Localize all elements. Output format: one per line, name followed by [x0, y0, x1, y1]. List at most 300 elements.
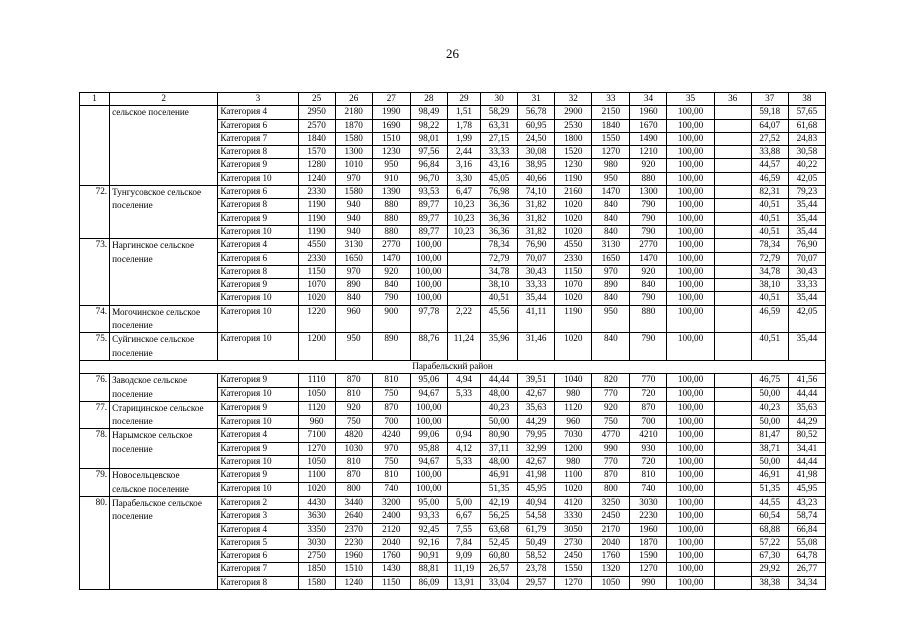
value-cell: 40,94: [518, 496, 555, 509]
value-cell: 1550: [592, 132, 630, 145]
header-cell: 26: [335, 93, 372, 106]
value-cell: 1,78: [447, 119, 480, 132]
value-cell: [714, 106, 751, 119]
value-cell: 870: [592, 469, 630, 483]
header-cell: 31: [518, 93, 555, 106]
value-cell: 1050: [298, 388, 335, 402]
value-cell: 50,00: [751, 415, 788, 429]
value-cell: 4550: [298, 239, 335, 252]
value-cell: 1200: [555, 442, 592, 455]
value-cell: 31,46: [518, 333, 555, 361]
value-cell: 940: [335, 225, 372, 238]
value-cell: [714, 172, 751, 185]
value-cell: 2180: [335, 106, 372, 119]
value-cell: 2150: [592, 106, 630, 119]
value-cell: 1020: [555, 333, 592, 361]
value-cell: [714, 442, 751, 455]
value-cell: 960: [298, 415, 335, 429]
value-cell: 1300: [335, 146, 372, 159]
value-cell: 1840: [592, 119, 630, 132]
value-cell: 890: [335, 279, 372, 292]
header-cell: 36: [714, 93, 751, 106]
value-cell: 33,33: [518, 279, 555, 292]
value-cell: 67,30: [751, 550, 788, 563]
value-cell: 920: [630, 265, 667, 278]
value-cell: 2,22: [447, 305, 480, 333]
value-cell: 700: [372, 415, 410, 429]
value-cell: 880: [630, 172, 667, 185]
value-cell: 100,00: [410, 265, 447, 278]
settlement-name: Тунгусовское сельское поселение: [110, 186, 218, 239]
value-cell: 31,82: [518, 212, 555, 225]
category-cell: Категория 9: [218, 212, 298, 225]
value-cell: 4770: [592, 429, 630, 442]
value-cell: [447, 401, 480, 415]
settlement-number: 73.: [80, 239, 110, 305]
value-cell: 1870: [335, 119, 372, 132]
value-cell: [714, 252, 751, 265]
value-cell: 100,00: [410, 292, 447, 305]
value-cell: 40,23: [481, 401, 518, 415]
value-cell: 100,00: [667, 146, 714, 159]
value-cell: 3630: [298, 510, 335, 523]
value-cell: 2950: [298, 106, 335, 119]
value-cell: [714, 576, 751, 589]
value-cell: [447, 252, 480, 265]
value-cell: 840: [592, 199, 630, 212]
value-cell: 1270: [592, 146, 630, 159]
value-cell: 3330: [555, 510, 592, 523]
value-cell: 1030: [335, 442, 372, 455]
value-cell: 2450: [555, 550, 592, 563]
value-cell: 4240: [372, 429, 410, 442]
section-title: Парабельский район: [80, 360, 826, 373]
value-cell: 35,44: [788, 292, 825, 305]
value-cell: 810: [335, 456, 372, 469]
value-cell: 50,49: [518, 536, 555, 549]
value-cell: 3050: [555, 523, 592, 536]
value-cell: 1230: [372, 146, 410, 159]
value-cell: [714, 415, 751, 429]
value-cell: 44,44: [481, 374, 518, 388]
value-cell: 1020: [555, 199, 592, 212]
value-cell: 100,00: [410, 239, 447, 252]
value-cell: 100,00: [667, 132, 714, 145]
value-cell: 720: [630, 456, 667, 469]
value-cell: 940: [335, 199, 372, 212]
value-cell: 94,67: [410, 388, 447, 402]
value-cell: [714, 305, 751, 333]
value-cell: 95,00: [410, 496, 447, 509]
value-cell: 1100: [298, 469, 335, 483]
value-cell: 55,08: [788, 536, 825, 549]
value-cell: 34,78: [751, 265, 788, 278]
value-cell: [714, 388, 751, 402]
value-cell: 880: [372, 212, 410, 225]
header-cell: 2: [110, 93, 218, 106]
value-cell: 2730: [555, 536, 592, 549]
value-cell: 4,12: [447, 442, 480, 455]
value-cell: 2230: [630, 510, 667, 523]
value-cell: 2330: [298, 186, 335, 199]
value-cell: 1280: [298, 159, 335, 172]
value-cell: 7030: [555, 429, 592, 442]
value-cell: 100,00: [410, 483, 447, 497]
settlement-name: Наргинское сельское поселение: [110, 239, 218, 305]
value-cell: [714, 333, 751, 361]
value-cell: 100,00: [410, 415, 447, 429]
value-cell: 700: [630, 415, 667, 429]
value-cell: 92,16: [410, 536, 447, 549]
value-cell: 26,77: [788, 563, 825, 576]
value-cell: 80,52: [788, 429, 825, 442]
value-cell: 36,36: [481, 225, 518, 238]
value-cell: [714, 132, 751, 145]
value-cell: 1270: [555, 576, 592, 589]
value-cell: 1580: [335, 132, 372, 145]
value-cell: 76,98: [481, 186, 518, 199]
value-cell: 820: [592, 374, 630, 388]
value-cell: 40,51: [481, 292, 518, 305]
page-number: 26: [446, 46, 459, 61]
value-cell: 96,84: [410, 159, 447, 172]
value-cell: 930: [630, 442, 667, 455]
value-cell: 1300: [630, 186, 667, 199]
value-cell: 3440: [335, 496, 372, 509]
value-cell: 60,54: [751, 510, 788, 523]
value-cell: 2330: [298, 252, 335, 265]
value-cell: 790: [630, 333, 667, 361]
value-cell: 1570: [298, 146, 335, 159]
value-cell: 960: [335, 305, 372, 333]
value-cell: 870: [335, 469, 372, 483]
value-cell: 1840: [298, 132, 335, 145]
value-cell: 1430: [372, 563, 410, 576]
value-cell: 1650: [592, 252, 630, 265]
value-cell: 6,67: [447, 510, 480, 523]
value-cell: 810: [372, 374, 410, 388]
value-cell: 35,44: [788, 199, 825, 212]
value-cell: 46,91: [481, 469, 518, 483]
category-cell: Категория 9: [218, 374, 298, 388]
value-cell: 2330: [555, 252, 592, 265]
value-cell: 1150: [555, 265, 592, 278]
value-cell: 740: [630, 483, 667, 497]
header-cell: 28: [410, 93, 447, 106]
value-cell: 33,04: [481, 576, 518, 589]
header-cell: 30: [481, 93, 518, 106]
settlement-name: Могочинское сельское поселение: [110, 305, 218, 333]
value-cell: 36,36: [481, 199, 518, 212]
value-cell: 44,29: [518, 415, 555, 429]
value-cell: 1270: [298, 442, 335, 455]
value-cell: 100,00: [667, 469, 714, 483]
value-cell: [714, 510, 751, 523]
value-cell: 2570: [298, 119, 335, 132]
value-cell: 1020: [555, 212, 592, 225]
value-cell: 34,78: [481, 265, 518, 278]
value-cell: 56,78: [518, 106, 555, 119]
value-cell: 38,10: [751, 279, 788, 292]
category-cell: Категория 6: [218, 550, 298, 563]
header-cell: 32: [555, 93, 592, 106]
value-cell: [714, 199, 751, 212]
settlement-number: 78.: [80, 429, 110, 469]
value-cell: [714, 563, 751, 576]
value-cell: 950: [592, 305, 630, 333]
value-cell: 41,98: [788, 469, 825, 483]
value-cell: 93,53: [410, 186, 447, 199]
settlement-name: Новосельцевское сельское поселение: [110, 469, 218, 497]
value-cell: 35,96: [481, 333, 518, 361]
value-cell: 41,56: [788, 374, 825, 388]
value-cell: 100,00: [667, 119, 714, 132]
value-cell: 26,57: [481, 563, 518, 576]
value-cell: 4,94: [447, 374, 480, 388]
value-cell: 46,59: [751, 305, 788, 333]
value-cell: 940: [335, 212, 372, 225]
header-cell: 25: [298, 93, 335, 106]
value-cell: 2770: [372, 239, 410, 252]
value-cell: 93,33: [410, 510, 447, 523]
value-cell: 35,44: [518, 292, 555, 305]
category-cell: Категория 4: [218, 106, 298, 119]
value-cell: 750: [372, 388, 410, 402]
value-cell: [714, 279, 751, 292]
value-cell: 1760: [372, 550, 410, 563]
value-cell: 48,00: [481, 388, 518, 402]
value-cell: 1210: [630, 146, 667, 159]
value-cell: 1110: [298, 374, 335, 388]
value-cell: 31,82: [518, 199, 555, 212]
value-cell: 27,52: [751, 132, 788, 145]
value-cell: 4210: [630, 429, 667, 442]
value-cell: 7100: [298, 429, 335, 442]
value-cell: 1120: [298, 401, 335, 415]
value-cell: 1100: [555, 469, 592, 483]
value-cell: 5,33: [447, 388, 480, 402]
table-row: [80, 401, 826, 415]
value-cell: 38,38: [751, 576, 788, 589]
value-cell: 37,11: [481, 442, 518, 455]
value-cell: [714, 550, 751, 563]
value-cell: 35,63: [518, 401, 555, 415]
value-cell: [447, 265, 480, 278]
value-cell: 44,55: [751, 496, 788, 509]
value-cell: 44,44: [788, 388, 825, 402]
value-cell: 970: [335, 265, 372, 278]
value-cell: 990: [630, 576, 667, 589]
value-cell: 1650: [335, 252, 372, 265]
value-cell: 100,00: [667, 374, 714, 388]
value-cell: 89,77: [410, 212, 447, 225]
value-cell: 50,00: [751, 456, 788, 469]
category-cell: Категория 6: [218, 119, 298, 132]
value-cell: 980: [555, 388, 592, 402]
value-cell: 45,95: [518, 483, 555, 497]
value-cell: 52,45: [481, 536, 518, 549]
value-cell: [714, 146, 751, 159]
value-cell: 1270: [630, 563, 667, 576]
value-cell: [714, 119, 751, 132]
value-cell: 0,94: [447, 429, 480, 442]
value-cell: 3350: [298, 523, 335, 536]
settlement-name: сельское поселение: [110, 106, 218, 186]
table-row: [80, 496, 826, 509]
header-cell: 35: [667, 93, 714, 106]
category-cell: Категория 9: [218, 401, 298, 415]
header-cell: 33: [592, 93, 630, 106]
value-cell: 38,95: [518, 159, 555, 172]
value-cell: 770: [630, 374, 667, 388]
value-cell: 900: [372, 305, 410, 333]
value-cell: 1190: [555, 305, 592, 333]
value-cell: 57,22: [751, 536, 788, 549]
value-cell: [714, 225, 751, 238]
value-cell: 1070: [555, 279, 592, 292]
value-cell: 2770: [630, 239, 667, 252]
value-cell: 2120: [372, 523, 410, 536]
category-cell: Категория 10: [218, 305, 298, 333]
value-cell: [714, 265, 751, 278]
value-cell: 41,11: [518, 305, 555, 333]
value-cell: [447, 279, 480, 292]
value-cell: 1990: [372, 106, 410, 119]
value-cell: 1670: [630, 119, 667, 132]
value-cell: 1470: [592, 186, 630, 199]
value-cell: 1510: [335, 563, 372, 576]
value-cell: 95,06: [410, 374, 447, 388]
value-cell: 3030: [630, 496, 667, 509]
value-cell: 100,00: [667, 563, 714, 576]
value-cell: 78,34: [751, 239, 788, 252]
value-cell: 45,56: [481, 305, 518, 333]
value-cell: 920: [335, 401, 372, 415]
value-cell: 98,01: [410, 132, 447, 145]
value-cell: 1960: [630, 523, 667, 536]
value-cell: 2230: [335, 536, 372, 549]
value-cell: 1320: [592, 563, 630, 576]
value-cell: 95,88: [410, 442, 447, 455]
value-cell: 34,34: [788, 576, 825, 589]
value-cell: 92,45: [410, 523, 447, 536]
value-cell: 43,23: [788, 496, 825, 509]
value-cell: 100,00: [667, 225, 714, 238]
category-cell: Категория 10: [218, 292, 298, 305]
value-cell: 100,00: [667, 496, 714, 509]
value-cell: 44,44: [788, 456, 825, 469]
value-cell: [714, 523, 751, 536]
value-cell: 980: [555, 456, 592, 469]
table-row: [80, 305, 826, 333]
value-cell: 880: [630, 305, 667, 333]
value-cell: [714, 429, 751, 442]
value-cell: 74,10: [518, 186, 555, 199]
value-cell: 61,79: [518, 523, 555, 536]
value-cell: 100,00: [667, 429, 714, 442]
value-cell: 41,98: [518, 469, 555, 483]
value-cell: 970: [592, 265, 630, 278]
settlement-number: 80.: [80, 496, 110, 589]
value-cell: 97,78: [410, 305, 447, 333]
value-cell: 4430: [298, 496, 335, 509]
value-cell: 24,50: [518, 132, 555, 145]
value-cell: 1760: [592, 550, 630, 563]
value-cell: 1020: [555, 292, 592, 305]
value-cell: 100,00: [667, 265, 714, 278]
value-cell: 950: [592, 172, 630, 185]
value-cell: [714, 159, 751, 172]
category-cell: Категория 5: [218, 536, 298, 549]
value-cell: 990: [592, 442, 630, 455]
value-cell: 100,00: [667, 483, 714, 497]
value-cell: 1960: [630, 106, 667, 119]
value-cell: 1190: [555, 172, 592, 185]
value-cell: 33,33: [481, 146, 518, 159]
value-cell: 13,91: [447, 576, 480, 589]
value-cell: 43,16: [481, 159, 518, 172]
value-cell: 1590: [630, 550, 667, 563]
value-cell: 1470: [630, 252, 667, 265]
value-cell: 100,00: [667, 456, 714, 469]
value-cell: 29,57: [518, 576, 555, 589]
value-cell: 3130: [592, 239, 630, 252]
value-cell: 42,05: [788, 172, 825, 185]
value-cell: 5,00: [447, 496, 480, 509]
value-cell: 1190: [298, 212, 335, 225]
value-cell: 2370: [335, 523, 372, 536]
value-cell: 40,51: [751, 333, 788, 361]
value-cell: 88,81: [410, 563, 447, 576]
value-cell: 840: [592, 333, 630, 361]
value-cell: 88,76: [410, 333, 447, 361]
value-cell: 10,23: [447, 199, 480, 212]
value-cell: 910: [372, 172, 410, 185]
value-cell: 790: [372, 292, 410, 305]
value-cell: 45,05: [481, 172, 518, 185]
value-cell: 100,00: [667, 510, 714, 523]
value-cell: 840: [592, 292, 630, 305]
value-cell: 100,00: [667, 159, 714, 172]
settlement-number: 79.: [80, 469, 110, 497]
value-cell: 970: [335, 172, 372, 185]
table-row: [80, 429, 826, 442]
value-cell: 100,00: [410, 279, 447, 292]
value-cell: 100,00: [667, 292, 714, 305]
value-cell: 23,78: [518, 563, 555, 576]
category-cell: Категория 10: [218, 225, 298, 238]
category-cell: Категория 6: [218, 186, 298, 199]
header-cell: 38: [788, 93, 825, 106]
value-cell: 35,63: [788, 401, 825, 415]
value-cell: 770: [592, 388, 630, 402]
category-cell: Категория 10: [218, 456, 298, 469]
value-cell: 59,18: [751, 106, 788, 119]
value-cell: 40,51: [751, 212, 788, 225]
value-cell: 100,00: [667, 212, 714, 225]
value-cell: 58,29: [481, 106, 518, 119]
value-cell: 100,00: [667, 305, 714, 333]
value-cell: [714, 212, 751, 225]
value-cell: 70,07: [518, 252, 555, 265]
table-row: [80, 469, 826, 483]
value-cell: 33,88: [751, 146, 788, 159]
value-cell: [714, 456, 751, 469]
value-cell: 2450: [592, 510, 630, 523]
value-cell: 840: [592, 225, 630, 238]
value-cell: 89,77: [410, 225, 447, 238]
value-cell: 33,33: [788, 279, 825, 292]
